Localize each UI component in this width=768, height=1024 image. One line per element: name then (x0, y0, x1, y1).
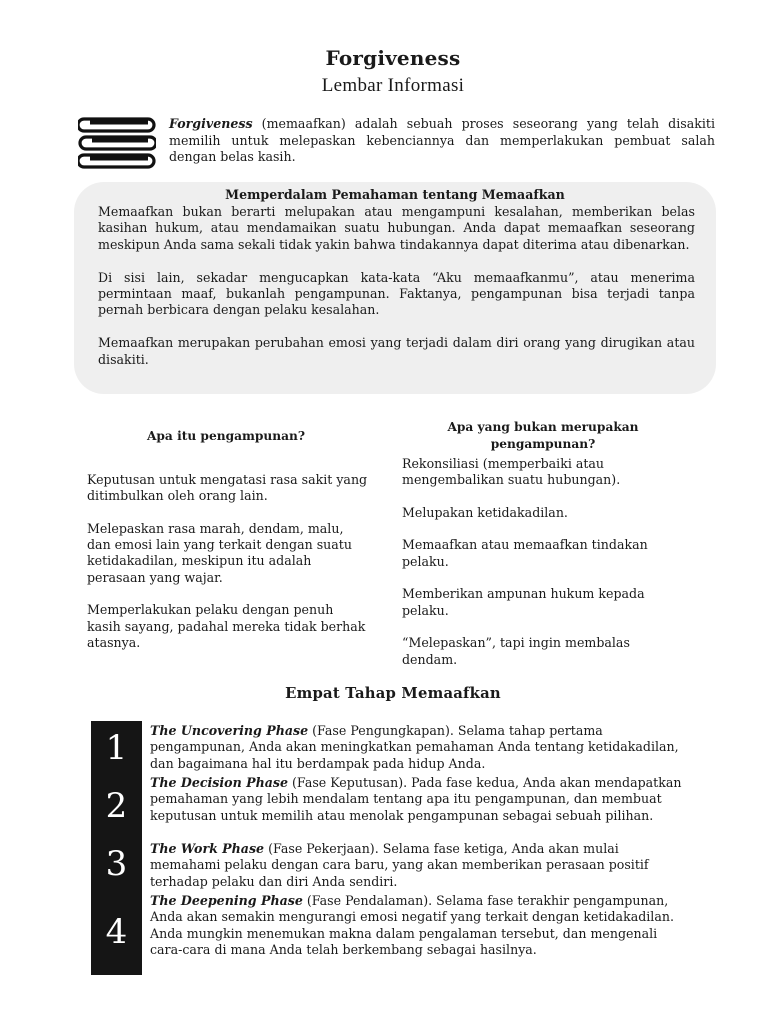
intro-term: Forgiveness (169, 116, 253, 131)
page-title: Forgiveness (325, 46, 461, 70)
info-box-body (98, 204, 695, 384)
stage-number: 4 (105, 912, 128, 952)
page-subtitle: Lembar Informasi (321, 75, 465, 96)
intro-paragraph (169, 116, 715, 166)
list-item: Rekonsiliasi (memperbaiki atau mengembalikan suatu hubungan). (402, 456, 621, 488)
stage-description (150, 893, 690, 958)
stage-number-bar (91, 721, 142, 975)
what-is-forgiveness-list (87, 472, 369, 668)
stack-of-books-icon (78, 115, 156, 171)
stage-name: The Uncovering Phase (150, 723, 309, 738)
intro-text: (memaafkan) adalah sebuah proses seseorang yang telah disakiti memilih untuk melepaskan kebenciannya dan memperlakukan pembuat salah dengan belas kasih. (169, 116, 715, 164)
stage-number: 3 (105, 844, 128, 884)
stage-text: (Fase Keputusan). Pada fase kedua, Anda akan mendapatkan pemahaman yang lebih mendalam tentang apa itu pengampunan, dan membuat keputusan untuk memilih atau menolak pengampunan sebagai sebuah pilihan. (150, 775, 682, 823)
info-box-heading: Memperdalam Pemahaman tentang Memaafkan (225, 187, 565, 202)
stage-number: 1 (105, 728, 128, 768)
stage-text: (Fase Pengungkapan). Selama tahap pertama pengampunan, Anda akan meningkatkan pemahaman Anda tentang ketidakadilan, dan bagaimana hal itu berdampak pada hidup Anda. (150, 723, 679, 771)
info-box (74, 182, 716, 394)
what-is-forgiveness-heading: Apa itu pengampunan? (146, 429, 306, 443)
list-item: Melupakan ketidakadilan. (402, 504, 568, 520)
stage-name: The Deepening Phase (150, 893, 303, 908)
info-paragraph: Memaafkan bukan berarti melupakan atau mengampuni kesalahan, memberikan belas kasihan hukum, atau mendamaikan suatu hubungan. Anda dapat memaafkan seseorang meskipun Anda sama sekali tidak yakin bahwa tindakannya dapat diterima atau dibenarkan. (98, 204, 695, 252)
list-item: “Melepaskan”, tapi ingin membalas dendam. (402, 635, 630, 667)
what-is-not-forgiveness-list (402, 456, 684, 684)
info-paragraph: Memaafkan merupakan perubahan emosi yang terjadi dalam diri orang yang dirugikan atau disakiti. (98, 335, 695, 367)
stages-heading: Empat Tahap Memaafkan (285, 685, 501, 702)
stage-name: The Decision Phase (150, 775, 289, 790)
list-item: Memperlakukan pelaku dengan penuh kasih sayang, padahal mereka tidak berhak atasnya. (87, 602, 366, 650)
info-paragraph: Di sisi lain, sekadar mengucapkan kata-kata “Aku memaafkanmu”, atau menerima permintaan maaf, bukanlah pengampunan. Faktanya, pengampunan bisa terjadi tanpa pernah berbicara dengan pelaku kesalahan. (98, 269, 695, 318)
list-item: Memaafkan atau memaafkan tindakan pelaku. (402, 537, 648, 569)
list-item: Keputusan untuk mengatasi rasa sakit yang ditimbulkan oleh orang lain. (87, 472, 368, 504)
stage-description (150, 841, 690, 890)
stage-number: 2 (105, 786, 128, 826)
what-is-not-forgiveness-heading: Apa yang bukan merupakan pengampunan? (447, 420, 639, 451)
stage-name: The Work Phase (150, 841, 265, 856)
stage-text: (Fase Pendalaman). Selama fase terakhir pengampunan, Anda akan semakin mengurangi emosi negatif yang terkait dengan ketidakadilan. Anda mungkin menemukan makna dalam pengalaman tersebut, dan mengenali cara-cara di mana Anda telah berkembang sebagai hasilnya. (150, 893, 674, 957)
list-item: Melepaskan rasa marah, dendam, malu, dan emosi lain yang terkait dengan suatu ketidakadilan, meskipun itu adalah perasaan yang wajar. (87, 520, 352, 585)
stage-description (150, 723, 690, 772)
stage-description (150, 775, 690, 824)
list-item: Memberikan ampunan hukum kepada pelaku. (402, 586, 645, 618)
stage-text: (Fase Pekerjaan). Selama fase ketiga, Anda akan mulai memahami pelaku dengan cara baru, yang akan memberikan perasaan positif terhadap pelaku dan diri Anda sendiri. (150, 841, 649, 889)
